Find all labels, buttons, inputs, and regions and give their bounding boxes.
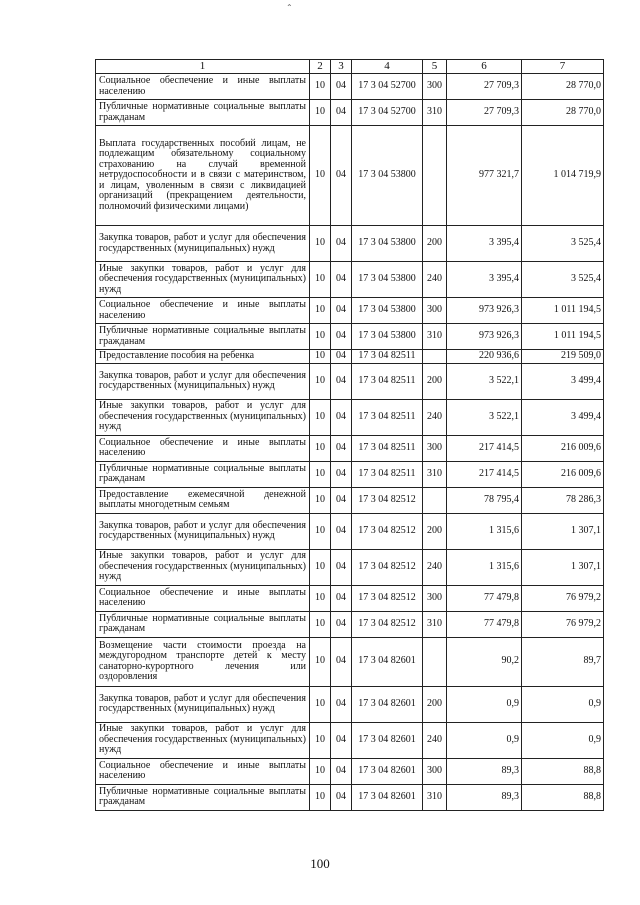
- column-header: 5: [423, 60, 447, 74]
- amount-year-1: 973 926,3: [447, 298, 522, 324]
- amount-year-2: 1 307,1: [522, 513, 604, 549]
- table-row: [96, 126, 604, 226]
- amount-year-1: 89,3: [447, 784, 522, 810]
- subsection-code: 04: [331, 758, 352, 784]
- row-name: Предоставление пособия на ребенка: [96, 350, 310, 364]
- subsection-code: 04: [331, 722, 352, 758]
- target-article-code: 17 3 04 82601: [352, 758, 423, 784]
- amount-year-1: 217 414,5: [447, 461, 522, 487]
- target-article-code: 17 3 04 82601: [352, 784, 423, 810]
- row-name: Социальное обеспечение и иные выплаты населению: [96, 758, 310, 784]
- section-code: 10: [310, 74, 331, 100]
- subsection-code: 04: [331, 298, 352, 324]
- expense-type-code: 310: [423, 461, 447, 487]
- amount-year-1: 78 795,4: [447, 487, 522, 513]
- row-name: Возмещение части стоимости проезда на междугородном транспорте детей к месту санаторно-курортного лечения или оздоровления: [96, 637, 310, 686]
- subsection-code: 04: [331, 324, 352, 350]
- row-name: Социальное обеспечение и иные выплаты населению: [96, 74, 310, 100]
- amount-year-2: 1 014 719,9: [522, 126, 604, 226]
- subsection-code: 04: [331, 399, 352, 435]
- amount-year-2: 216 009,6: [522, 461, 604, 487]
- amount-year-2: 28 770,0: [522, 100, 604, 126]
- amount-year-2: 0,9: [522, 722, 604, 758]
- column-header: 6: [447, 60, 522, 74]
- amount-year-2: 89,7: [522, 637, 604, 686]
- row-name: Публичные нормативные социальные выплаты гражданам: [96, 324, 310, 350]
- section-code: 10: [310, 686, 331, 722]
- column-header: 1: [96, 60, 310, 74]
- target-article-code: 17 3 04 52700: [352, 100, 423, 126]
- budget-table: [95, 59, 604, 811]
- amount-year-2: 76 979,2: [522, 585, 604, 611]
- amount-year-1: 90,2: [447, 637, 522, 686]
- subsection-code: 04: [331, 686, 352, 722]
- expense-type-code: 310: [423, 784, 447, 810]
- page-number: 100: [310, 856, 330, 871]
- expense-type-code: 300: [423, 435, 447, 461]
- amount-year-1: 1 315,6: [447, 513, 522, 549]
- expense-type-code: 300: [423, 758, 447, 784]
- amount-year-1: 977 321,7: [447, 126, 522, 226]
- row-name: Закупка товаров, работ и услуг для обеспечения государственных (муниципальных) нужд: [96, 363, 310, 399]
- amount-year-1: 77 479,8: [447, 611, 522, 637]
- subsection-code: 04: [331, 126, 352, 226]
- table-row: [96, 435, 604, 461]
- section-code: 10: [310, 758, 331, 784]
- table-row: [96, 350, 604, 364]
- row-name: Иные закупки товаров, работ и услуг для обеспечения государственных (муниципальных) нужд: [96, 722, 310, 758]
- table-row: [96, 262, 604, 298]
- expense-type-code: 200: [423, 686, 447, 722]
- amount-year-1: 217 414,5: [447, 435, 522, 461]
- expense-type-code: 300: [423, 298, 447, 324]
- section-code: 10: [310, 585, 331, 611]
- amount-year-2: 3 499,4: [522, 363, 604, 399]
- amount-year-2: 28 770,0: [522, 74, 604, 100]
- subsection-code: 04: [331, 784, 352, 810]
- subsection-code: 04: [331, 611, 352, 637]
- amount-year-2: 1 011 194,5: [522, 298, 604, 324]
- target-article-code: 17 3 04 53800: [352, 226, 423, 262]
- table-row: [96, 74, 604, 100]
- table-row: [96, 226, 604, 262]
- target-article-code: 17 3 04 82511: [352, 399, 423, 435]
- subsection-code: 04: [331, 487, 352, 513]
- section-code: 10: [310, 784, 331, 810]
- amount-year-2: 78 286,3: [522, 487, 604, 513]
- expense-type-code: 240: [423, 399, 447, 435]
- section-code: 10: [310, 226, 331, 262]
- target-article-code: 17 3 04 82511: [352, 435, 423, 461]
- section-code: 10: [310, 350, 331, 364]
- target-article-code: 17 3 04 82511: [352, 350, 423, 364]
- amount-year-1: 973 926,3: [447, 324, 522, 350]
- target-article-code: 17 3 04 82512: [352, 513, 423, 549]
- amount-year-2: 216 009,6: [522, 435, 604, 461]
- subsection-code: 04: [331, 549, 352, 585]
- amount-year-1: 220 936,6: [447, 350, 522, 364]
- amount-year-2: 3 525,4: [522, 226, 604, 262]
- row-name: Публичные нормативные социальные выплаты гражданам: [96, 461, 310, 487]
- table-header-row: [96, 60, 604, 74]
- amount-year-1: 3 522,1: [447, 399, 522, 435]
- amount-year-1: 89,3: [447, 758, 522, 784]
- section-code: 10: [310, 487, 331, 513]
- amount-year-1: 3 395,4: [447, 262, 522, 298]
- row-name: Публичные нормативные социальные выплаты гражданам: [96, 611, 310, 637]
- target-article-code: 17 3 04 82512: [352, 611, 423, 637]
- table-row: [96, 611, 604, 637]
- table-row: [96, 513, 604, 549]
- section-code: 10: [310, 262, 331, 298]
- target-article-code: 17 3 04 82601: [352, 637, 423, 686]
- row-name: Иные закупки товаров, работ и услуг для обеспечения государственных (муниципальных) нужд: [96, 399, 310, 435]
- subsection-code: 04: [331, 363, 352, 399]
- expense-type-code: [423, 637, 447, 686]
- target-article-code: 17 3 04 82511: [352, 461, 423, 487]
- target-article-code: 17 3 04 53800: [352, 262, 423, 298]
- section-code: 10: [310, 722, 331, 758]
- subsection-code: 04: [331, 637, 352, 686]
- section-code: 10: [310, 100, 331, 126]
- scan-mark: ⌃: [286, 3, 293, 12]
- amount-year-1: 3 522,1: [447, 363, 522, 399]
- amount-year-1: 1 315,6: [447, 549, 522, 585]
- table-row: [96, 637, 604, 686]
- expense-type-code: [423, 126, 447, 226]
- row-name: Социальное обеспечение и иные выплаты населению: [96, 298, 310, 324]
- table-row: [96, 399, 604, 435]
- target-article-code: 17 3 04 82601: [352, 722, 423, 758]
- amount-year-1: 3 395,4: [447, 226, 522, 262]
- section-code: 10: [310, 435, 331, 461]
- section-code: 10: [310, 298, 331, 324]
- section-code: 10: [310, 513, 331, 549]
- target-article-code: 17 3 04 82511: [352, 363, 423, 399]
- target-article-code: 17 3 04 82512: [352, 487, 423, 513]
- row-name: Закупка товаров, работ и услуг для обеспечения государственных (муниципальных) нужд: [96, 513, 310, 549]
- amount-year-2: 88,8: [522, 784, 604, 810]
- row-name: Социальное обеспечение и иные выплаты населению: [96, 585, 310, 611]
- target-article-code: 17 3 04 53800: [352, 324, 423, 350]
- expense-type-code: 200: [423, 363, 447, 399]
- table-row: [96, 298, 604, 324]
- row-name: Публичные нормативные социальные выплаты гражданам: [96, 100, 310, 126]
- section-code: 10: [310, 461, 331, 487]
- row-name: Иные закупки товаров, работ и услуг для обеспечения государственных (муниципальных) нужд: [96, 549, 310, 585]
- column-header: 7: [522, 60, 604, 74]
- amount-year-2: 3 499,4: [522, 399, 604, 435]
- target-article-code: 17 3 04 82512: [352, 549, 423, 585]
- subsection-code: 04: [331, 435, 352, 461]
- table-row: [96, 722, 604, 758]
- table-row: [96, 461, 604, 487]
- row-name: Выплата государственных пособий лицам, не подлежащим обязательному социальному страхованию на случай временной нетрудоспособности и в связи с материнством, и лицам, уволенным в связи с ликвидацией организаций (прекращением деятельности, полномочий физическими лицами): [96, 126, 310, 226]
- expense-type-code: 240: [423, 722, 447, 758]
- table-row: [96, 784, 604, 810]
- row-name: Предоставление ежемесячной денежной выплаты многодетным семьям: [96, 487, 310, 513]
- row-name: Социальное обеспечение и иные выплаты населению: [96, 435, 310, 461]
- subsection-code: 04: [331, 262, 352, 298]
- subsection-code: 04: [331, 100, 352, 126]
- table-row: [96, 487, 604, 513]
- expense-type-code: 240: [423, 549, 447, 585]
- row-name: Закупка товаров, работ и услуг для обеспечения государственных (муниципальных) нужд: [96, 686, 310, 722]
- section-code: 10: [310, 126, 331, 226]
- expense-type-code: 310: [423, 100, 447, 126]
- subsection-code: 04: [331, 513, 352, 549]
- column-header: 4: [352, 60, 423, 74]
- expense-type-code: 200: [423, 226, 447, 262]
- row-name: Закупка товаров, работ и услуг для обеспечения государственных (муниципальных) нужд: [96, 226, 310, 262]
- subsection-code: 04: [331, 350, 352, 364]
- table-row: [96, 686, 604, 722]
- table-row: [96, 324, 604, 350]
- table-row: [96, 585, 604, 611]
- column-header: 2: [310, 60, 331, 74]
- amount-year-2: 0,9: [522, 686, 604, 722]
- section-code: 10: [310, 549, 331, 585]
- subsection-code: 04: [331, 74, 352, 100]
- amount-year-2: 219 509,0: [522, 350, 604, 364]
- section-code: 10: [310, 363, 331, 399]
- section-code: 10: [310, 637, 331, 686]
- amount-year-2: 3 525,4: [522, 262, 604, 298]
- expense-type-code: [423, 350, 447, 364]
- target-article-code: 17 3 04 52700: [352, 74, 423, 100]
- subsection-code: 04: [331, 226, 352, 262]
- amount-year-1: 27 709,3: [447, 74, 522, 100]
- target-article-code: 17 3 04 82601: [352, 686, 423, 722]
- column-header: 3: [331, 60, 352, 74]
- expense-type-code: 310: [423, 324, 447, 350]
- amount-year-1: 77 479,8: [447, 585, 522, 611]
- table-row: [96, 100, 604, 126]
- amount-year-2: 88,8: [522, 758, 604, 784]
- target-article-code: 17 3 04 82512: [352, 585, 423, 611]
- expense-type-code: 300: [423, 74, 447, 100]
- expense-type-code: 200: [423, 513, 447, 549]
- section-code: 10: [310, 399, 331, 435]
- amount-year-1: 0,9: [447, 686, 522, 722]
- amount-year-2: 1 307,1: [522, 549, 604, 585]
- table-row: [96, 758, 604, 784]
- table-row: [96, 363, 604, 399]
- table-row: [96, 549, 604, 585]
- section-code: 10: [310, 611, 331, 637]
- expense-type-code: [423, 487, 447, 513]
- section-code: 10: [310, 324, 331, 350]
- row-name: Публичные нормативные социальные выплаты гражданам: [96, 784, 310, 810]
- expense-type-code: 240: [423, 262, 447, 298]
- table-body: [96, 74, 604, 811]
- expense-type-code: 310: [423, 611, 447, 637]
- amount-year-1: 0,9: [447, 722, 522, 758]
- amount-year-2: 76 979,2: [522, 611, 604, 637]
- subsection-code: 04: [331, 585, 352, 611]
- subsection-code: 04: [331, 461, 352, 487]
- amount-year-1: 27 709,3: [447, 100, 522, 126]
- row-name: Иные закупки товаров, работ и услуг для обеспечения государственных (муниципальных) нужд: [96, 262, 310, 298]
- target-article-code: 17 3 04 53800: [352, 126, 423, 226]
- target-article-code: 17 3 04 53800: [352, 298, 423, 324]
- amount-year-2: 1 011 194,5: [522, 324, 604, 350]
- expense-type-code: 300: [423, 585, 447, 611]
